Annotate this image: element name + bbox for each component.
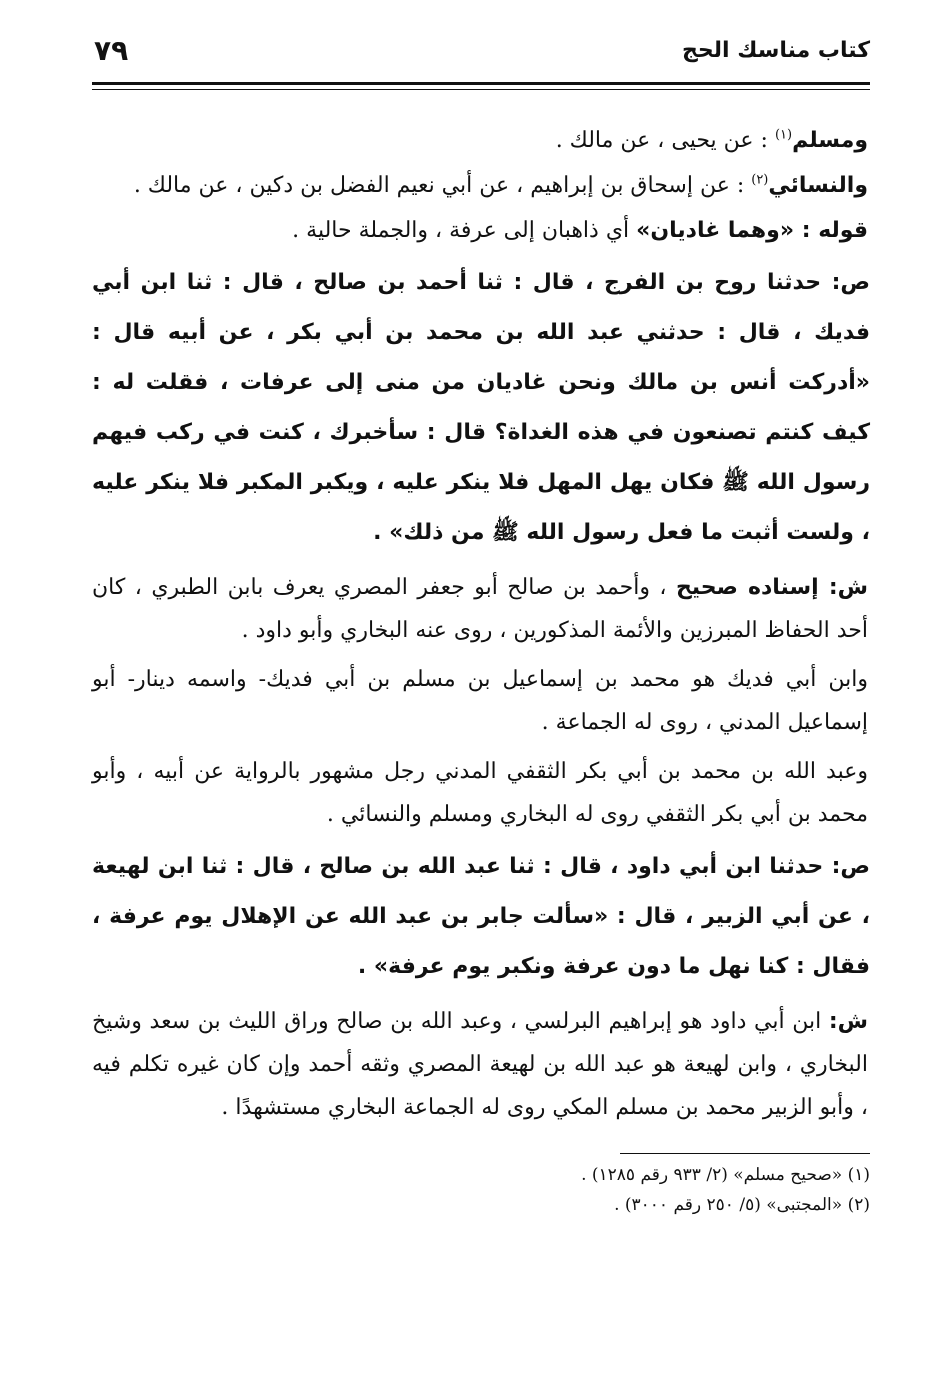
footnote-ref: (٢) — [751, 172, 769, 188]
page-header — [92, 30, 870, 85]
page-body — [92, 119, 870, 1220]
footnote: (١) «صحيح مسلم» (٢/ ٩٣٣ رقم ١٢٨٥) . — [581, 1165, 870, 1185]
paragraph-lead: والنسائي — [768, 173, 868, 198]
paragraph-text: : عن إسحاق بن إبراهيم ، عن أبي نعيم الفضل بن دكين ، عن مالك . — [133, 173, 752, 198]
paragraph-text: ، وأحمد بن صالح أبو جعفر المصري يعرف بابن الطبري ، كان أحد الحفاظ المبرزين والأئمة المذكورين ، روى عنه البخاري وأبو داود . — [92, 575, 868, 643]
paragraph-lead: ومسلم — [792, 128, 868, 153]
paragraph-qawluhu — [92, 209, 870, 252]
paragraph-muslim — [92, 119, 870, 162]
paragraph-nasai — [92, 164, 870, 207]
paragraph-text: وعبد الله بن محمد بن أبي بكر الثقفي المدني رجل مشهور بالرواية عن أبيه ، وأبو محمد بن أبي بكر الثقفي روى له البخاري ومسلم والنسائي . — [92, 759, 868, 827]
paragraph-text: أي ذاهبان إلى عرفة ، والجملة حالية . — [292, 218, 637, 243]
page-number: ٧٩ — [94, 34, 129, 67]
paragraph-text: ابن أبي داود هو إبراهيم البرلسي ، وعبد الله بن صالح وراق الليث بن سعد وشيخ البخاري ، وابن لهيعة هو عبد الله بن لهيعة المصري وثقه أحمد وإن كان غيره تكلم فيه ، وأبو الزبير محمد بن مسلم المكي روى له الجماعة البخاري مستشهدًا . — [92, 1009, 868, 1120]
footnote: (٢) «المجتبى» (٥/ ٢٥٠ رقم ٣٠٠٠) . — [614, 1195, 870, 1215]
commentary-paragraph — [92, 750, 870, 836]
paragraph-text: وابن أبي فديك هو محمد بن إسماعيل بن مسلم بن أبي فديك- واسمه دينار- أبو إسماعيل المدني ، روى له الجماعة . — [92, 667, 868, 735]
commentary-paragraph — [92, 566, 870, 652]
paragraph-lead: ش: — [828, 1009, 868, 1034]
paragraph-text: : عن يحيى ، عن مالك . — [555, 128, 775, 153]
footnotes — [92, 1160, 870, 1220]
book-page — [92, 30, 870, 1360]
paragraph-lead: قوله : «وهما غاديان» — [636, 218, 868, 243]
paragraph-lead: ش: إسناده صحيح — [675, 575, 868, 600]
footnote-ref: (١) — [774, 127, 793, 143]
commentary-paragraph — [92, 1000, 870, 1129]
hadith-text: ص: حدثنا روح بن الفرج ، قال : ثنا أحمد بن صالح ، قال : ثنا ابن أبي فديك ، قال : حدثني عبد الله بن محمد بن أبي بكر ، عن أبيه قال : «أدركت أنس بن مالك ونحن غاديان من منى إلى عرفات ، فقلت له : كيف كنتم تصنعون في هذه الغداة؟ قال : سأخبرك ، كنت في ركب فيهم رسول الله ﷺ فكان يهل المهل فلا ينكر عليه ، ويكبر المكبر فلا ينكر عليه ، ولست أثبت ما فعل رسول الله ﷺ من ذلك» . — [92, 270, 870, 545]
hadith-text: ص: حدثنا ابن أبي داود ، قال : ثنا عبد الله بن صالح ، قال : ثنا ابن لهيعة ، عن أبي الزبير ، قال : «سألت جابر بن عبد الله عن الإهلال يوم عرفة ، فقال : كنا نهل ما دون عرفة ونكبر يوم عرفة» . — [92, 854, 870, 979]
commentary-paragraph — [92, 658, 870, 744]
footnote-divider — [620, 1153, 870, 1154]
running-title: كتاب مناسك الحج — [682, 38, 870, 63]
